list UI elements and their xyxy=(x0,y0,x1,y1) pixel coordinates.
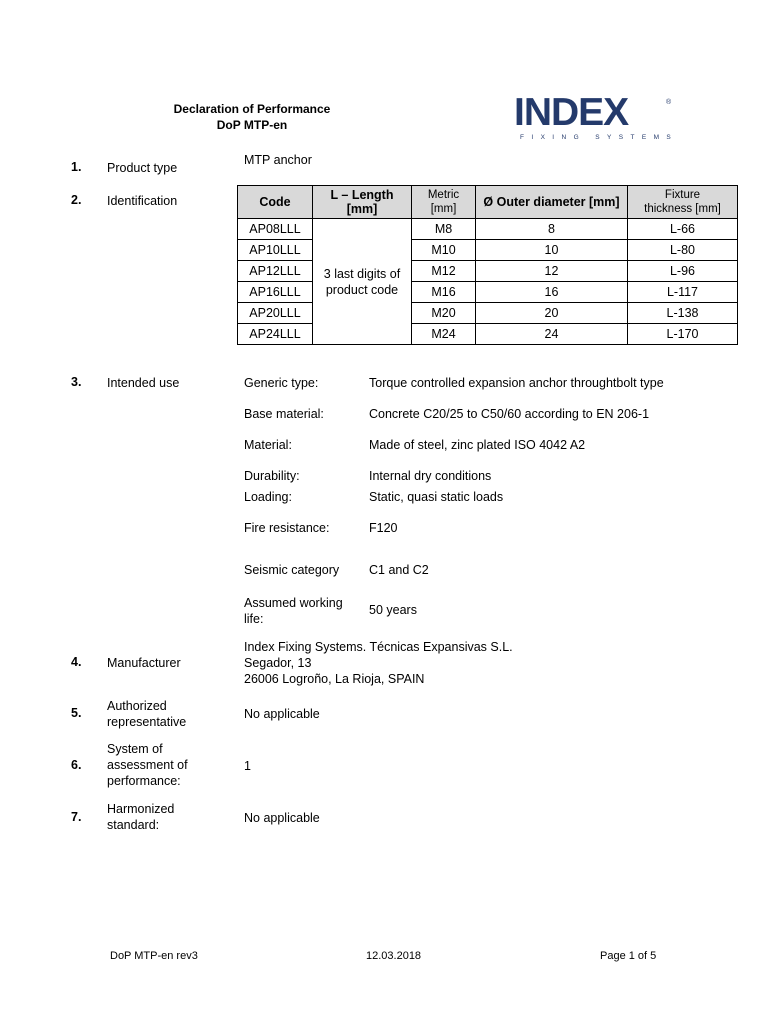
footer-page: Page 1 of 5 xyxy=(600,950,657,962)
loading-key: Loading: xyxy=(244,490,292,504)
manufacturer-city: 26006 Logroño, La Rioja, SPAIN xyxy=(244,672,425,686)
cell-metric: M16 xyxy=(412,282,476,303)
base-material-value: Concrete C20/25 to C50/60 according to EN 206-1 xyxy=(369,407,650,421)
cell-metric: M8 xyxy=(412,219,476,240)
header-length: L – Length [mm] xyxy=(313,186,412,219)
cell-fixture: L-66 xyxy=(628,219,738,240)
section-4-number: 4. xyxy=(71,655,82,669)
cell-outer: 16 xyxy=(476,282,628,303)
logo-subtitle: FIXING SYSTEMS xyxy=(520,134,679,141)
section-5-number: 5. xyxy=(71,706,82,720)
working-life-value: 50 years xyxy=(369,603,417,617)
registered-mark: ® xyxy=(666,99,672,106)
cell-fixture: L-80 xyxy=(628,240,738,261)
working-life-key: Assumed working life: xyxy=(244,596,343,626)
document-code: DoP MTP-en xyxy=(216,118,288,132)
cell-code: AP24LLL xyxy=(238,324,313,345)
cell-fixture: L-117 xyxy=(628,282,738,303)
footer-document: DoP MTP-en rev3 xyxy=(110,950,198,962)
section-7-label: Harmonized standard: xyxy=(107,802,175,832)
section-7-number: 7. xyxy=(71,810,82,824)
header-metric: Metric [mm] xyxy=(412,186,476,219)
base-material-key: Base material: xyxy=(244,407,324,421)
cell-code: AP20LLL xyxy=(238,303,313,324)
seismic-category-value: C1 and C2 xyxy=(369,563,429,577)
section-2-number: 2. xyxy=(71,193,82,207)
cell-fixture: L-96 xyxy=(628,261,738,282)
cell-outer: 10 xyxy=(476,240,628,261)
table-header-row xyxy=(238,186,738,219)
document-title: Declaration of Performance xyxy=(173,102,331,116)
section-6-label: System of assessment of performance: xyxy=(107,742,188,788)
header-outer-diameter: Ø Outer diameter [mm] xyxy=(476,186,628,219)
cell-metric: M10 xyxy=(412,240,476,261)
cell-metric: M12 xyxy=(412,261,476,282)
cell-code: AP08LLL xyxy=(238,219,313,240)
cell-metric: M24 xyxy=(412,324,476,345)
cell-outer: 8 xyxy=(476,219,628,240)
cell-code: AP10LLL xyxy=(238,240,313,261)
fire-resistance-value: F120 xyxy=(369,521,398,535)
manufacturer-name: Index Fixing Systems. Técnicas Expansivas S.L. xyxy=(244,640,513,654)
cell-code: AP16LLL xyxy=(238,282,313,303)
seismic-category-key: Seismic category xyxy=(244,563,340,577)
cell-outer: 24 xyxy=(476,324,628,345)
section-3-label: Intended use xyxy=(107,376,180,390)
section-6-number: 6. xyxy=(71,758,82,772)
cell-fixture: L-170 xyxy=(628,324,738,345)
table-row xyxy=(238,219,738,240)
durability-key: Durability: xyxy=(244,469,300,483)
section-4-label: Manufacturer xyxy=(107,656,181,670)
section-1-number: 1. xyxy=(71,160,82,174)
durability-value: Internal dry conditions xyxy=(369,469,492,483)
material-key: Material: xyxy=(244,438,292,452)
section-3-number: 3. xyxy=(71,375,82,389)
cell-code: AP12LLL xyxy=(238,261,313,282)
loading-value: Static, quasi static loads xyxy=(369,490,504,504)
section-5-label: Authorized representative xyxy=(107,699,187,729)
harmonized-standard-value: No applicable xyxy=(244,811,320,825)
manufacturer-street: Segador, 13 xyxy=(244,656,312,670)
generic-type-key: Generic type: xyxy=(244,376,319,390)
identification-table xyxy=(237,185,738,345)
cell-outer: 12 xyxy=(476,261,628,282)
logo-wordmark: INDEX xyxy=(514,91,629,134)
material-value: Made of steel, zinc plated ISO 4042 A2 xyxy=(369,438,586,452)
fire-resistance-key: Fire resistance: xyxy=(244,521,330,535)
assessment-system-value: 1 xyxy=(244,759,251,773)
section-1-label: Product type xyxy=(107,161,178,175)
cell-outer: 20 xyxy=(476,303,628,324)
cell-metric: M20 xyxy=(412,303,476,324)
cell-fixture: L-138 xyxy=(628,303,738,324)
generic-type-value: Torque controlled expansion anchor throughtbolt type xyxy=(369,376,664,390)
header-fixture-thickness: Fixture thickness [mm] xyxy=(628,186,738,219)
header-code: Code xyxy=(238,186,313,219)
index-logo xyxy=(514,91,679,143)
cell-length-merged: 3 last digits of product code xyxy=(313,219,412,345)
authorized-representative-value: No applicable xyxy=(244,707,320,721)
section-2-label: Identification xyxy=(107,194,178,208)
footer-date: 12.03.2018 xyxy=(366,950,422,962)
product-type-value: MTP anchor xyxy=(244,153,312,167)
